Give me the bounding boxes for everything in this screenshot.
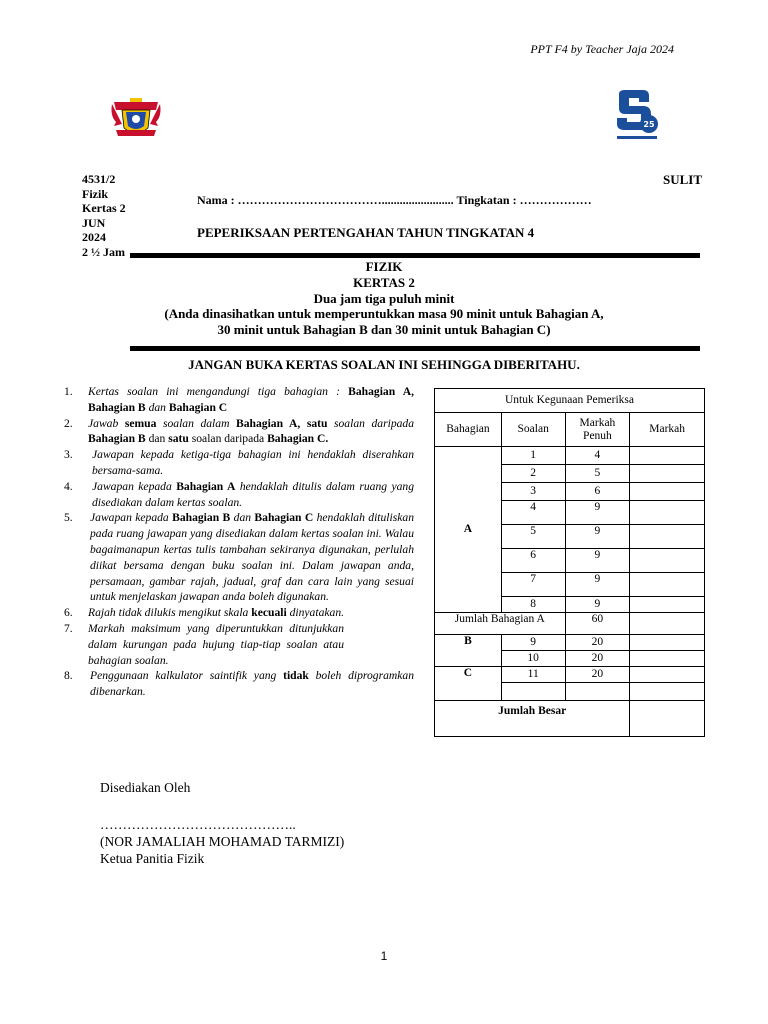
- markah-cell: [630, 447, 705, 465]
- exam-title: PEPERIKSAAN PERTENGAHAN TAHUN TINGKATAN 4: [197, 225, 535, 240]
- table-row: 6 9: [435, 549, 705, 573]
- markah-cell: [630, 525, 705, 549]
- table-row: 8 9: [435, 597, 705, 613]
- markah-cell: [630, 483, 705, 501]
- table-row: 5 9: [435, 525, 705, 549]
- header-soalan: Soalan: [501, 413, 565, 447]
- table-row: [435, 701, 705, 737]
- top-divider: [130, 253, 700, 258]
- subject-line: (Anda dinasihatkan untuk memperuntukkan masa 90 minit untuk Bahagian A,: [164, 306, 604, 322]
- section-c-label: C: [435, 667, 502, 701]
- table-title: Untuk Kegunaan Pemeriksa: [435, 389, 705, 413]
- table-row: 3 6: [435, 483, 705, 501]
- code-line: 2024: [82, 230, 106, 245]
- svg-text:25: 25: [643, 120, 655, 129]
- table-row: 4 9: [435, 501, 705, 525]
- bottom-divider: [130, 346, 700, 351]
- table-row: A 1 4: [435, 447, 705, 465]
- jumlah-bahagian-a-label: Jumlah Bahagian A: [435, 613, 566, 635]
- markah-cell: [630, 501, 705, 525]
- markah-cell: [630, 465, 705, 483]
- header-markah-penuh: Markah Penuh: [565, 413, 630, 447]
- code-line: 2 ½ Jam: [82, 244, 125, 259]
- code-line: Fizik: [82, 186, 108, 201]
- preparer-role: Ketua Panitia Fizik: [100, 851, 205, 866]
- signature-dots: ……………………………………..: [100, 817, 296, 832]
- header-bahagian: Bahagian: [435, 413, 502, 447]
- jumlah-besar-cell: [630, 701, 705, 737]
- markah-cell: [630, 597, 705, 613]
- section-b-label: B: [435, 635, 502, 667]
- department-logo: [613, 88, 661, 144]
- instruction-item: 8. Penggunaan kalkulator saintifik yang tidak boleh diprogramkan dibenarkan.: [64, 669, 414, 699]
- code-line: 4531/2: [82, 172, 116, 186]
- instruction-item: 4. Jawapan kepada Bahagian A hendaklah ditulis dalam ruang yang disediakan dalam kertas soalan.: [64, 479, 415, 509]
- markah-cell: [630, 651, 705, 667]
- instruction-item: 7. Markah maksimum yang diperuntukkan ditunjukkan dalam kurungan pada hujung tiap-tiap soalan atau bahagian soalan.: [64, 621, 344, 667]
- instructions-list: [62, 384, 414, 700]
- jumlah-besar-label: Jumlah Besar: [435, 701, 630, 737]
- markah-cell: [630, 613, 705, 635]
- page-number: 1: [380, 949, 388, 963]
- instruction-item: 2. Jawab semua soalan dalam Bahagian A, satu soalan daripada Bahagian B dan satu soalan daripada Bahagian C.: [64, 416, 415, 446]
- classification-label: SULIT: [662, 172, 702, 187]
- table-row: 10 20: [435, 651, 705, 667]
- markah-cell: [630, 635, 705, 651]
- code-line: Kertas 2: [82, 201, 126, 216]
- table-row: B 9 20: [435, 635, 705, 651]
- state-crest-logo: [110, 96, 162, 142]
- code-line: JUN: [82, 215, 106, 230]
- markah-cell: [630, 667, 705, 683]
- prepared-label: Disediakan Oleh: [100, 780, 191, 795]
- instruction-item: 1. Kertas soalan ini mengandungi tiga bahagian : Bahagian A, Bahagian B dan Bahagian C: [64, 385, 414, 414]
- subject-line: Dua jam tiga puluh minit: [313, 290, 455, 306]
- subject-code-block: [82, 172, 126, 260]
- table-row: C 11 20: [435, 667, 705, 683]
- name-class-line: Nama : ………………………………........................ Tingkatan : ………………: [197, 193, 592, 207]
- instruction-item: 5. Jawapan kepada Bahagian B dan Bahagian C hendaklah dituliskan pada ruang jawapan yang disediakan dalam kertas soalan ini. Walau bagaimanapun kertas tulis tambahan sekiranya digunakan, perlulah diikat bersama dengan buku soalan ini. Dalam jawapan anda, persamaan, gambar rajah, jadual, graf dan cara lain yang sesuai untuk menjelaskan jawapan anda boleh digunakan.: [64, 511, 415, 604]
- prepared-by-block: [100, 779, 344, 867]
- instruction-item: 3. Jawapan kepada ketiga-tiga bahagian ini hendaklah diserahkan bersama-sama.: [64, 448, 414, 477]
- subject-block: [100, 259, 668, 338]
- preparer-name: (NOR JAMALIAH MOHAMAD TARMIZI): [100, 834, 345, 849]
- subject-line: 30 minit untuk Bahagian B dan 30 minit untuk Bahagian C): [217, 322, 551, 338]
- markah-cell: [630, 683, 705, 701]
- markah-cell: [630, 573, 705, 597]
- jumlah-bahagian-a-value: 60: [565, 613, 630, 635]
- table-row: 2 5: [435, 465, 705, 483]
- instruction-item: 6. Rajah tidak dilukis mengikut skala kecuali dinyatakan.: [64, 606, 345, 620]
- subject-line: KERTAS 2: [353, 274, 415, 290]
- table-row: [435, 613, 705, 635]
- header-note: PPT F4 by Teacher Jaja 2024: [530, 42, 674, 56]
- header-markah: Markah: [630, 413, 705, 447]
- warning-notice: JANGAN BUKA KERTAS SOALAN INI SEHINGGA DIBERITAHU.: [188, 357, 580, 372]
- section-a-label: A: [435, 447, 502, 613]
- subject-line: FIZIK: [365, 259, 403, 274]
- markah-cell: [630, 549, 705, 573]
- examiner-marks-table: [434, 388, 705, 737]
- table-row: 7 9: [435, 573, 705, 597]
